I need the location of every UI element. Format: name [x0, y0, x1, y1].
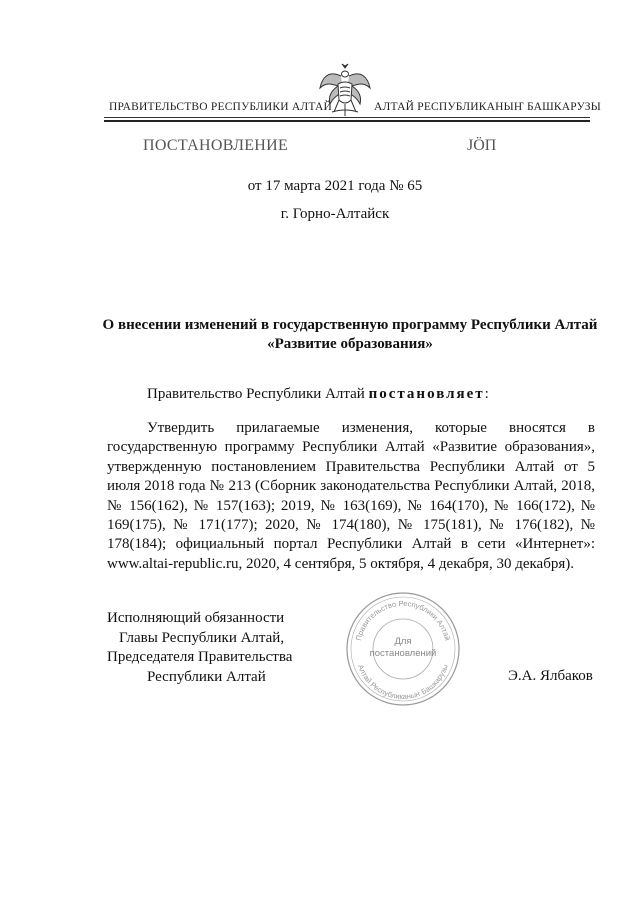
signature-block [107, 609, 292, 687]
seal-center-line-2: постановлений [369, 648, 437, 659]
intro-text: Правительство Республики Алтай [147, 386, 369, 402]
signatory-name: Э.А. Ялбаков [508, 668, 593, 684]
decree-body: Утвердить прилагаемые изменения, которые вносятся в государственную программу Республики Алтай «Развитие образования», утвержденную постановлением Правительства Республики Алтай от 5 июля 2018 года № 213 (Сборник законодательства Республики Алтай, 2018, № 156(162), № 157(163); 2019, № 163(169), № 164(170), № 166(172), № 169(175), № 171(177); 2020, № 174(180), № 175(181), № 176(182), № 178(184); официальный портал Республики Алтай в сети «Интернет»: www.altai-republic.ru, 2020, 4 сентября, 5 октября, 4 декабря, 30 декабря). [107, 420, 595, 572]
decree-subject: О внесении изменений в государственную программу Республики Алтай «Развитие образования» [102, 317, 598, 352]
seal-center-label [344, 636, 462, 660]
intro-tail: : [484, 386, 489, 402]
seal-ring-top: Правительство Республики Алтай [353, 598, 453, 642]
seal-ring-bottom: Алтай Республиканыҥ Башкарузы [356, 663, 450, 702]
signature-line-2: Главы Республики Алтай, [119, 629, 285, 646]
header-org-right: АЛТАЙ РЕСПУБЛИКАНЫҤ БАШКАРУЗЫ [374, 101, 601, 113]
seal-center-line-1: Для [394, 636, 412, 647]
intro-emphasis: постановляет [368, 386, 485, 402]
signature-line-1: Исполняющий обязанности [107, 610, 285, 626]
decree-title-alt: JӦП [467, 137, 497, 154]
header-divider-bold [104, 120, 590, 122]
decree-city: г. Горно-Алтайск [280, 206, 390, 222]
decree-intro [147, 386, 489, 403]
signature-line-4: Республики Алтай [147, 668, 266, 685]
header-org-left: ПРАВИТЕЛЬСТВО РЕСПУБЛИКИ АЛТАЙ [109, 101, 333, 113]
decree-date: от 17 марта 2021 года № 65 [247, 178, 423, 194]
header-divider [104, 117, 590, 118]
decree-title: ПОСТАНОВЛЕНИЕ [143, 137, 289, 154]
signature-line-3: Председателя Правительства [107, 649, 293, 665]
